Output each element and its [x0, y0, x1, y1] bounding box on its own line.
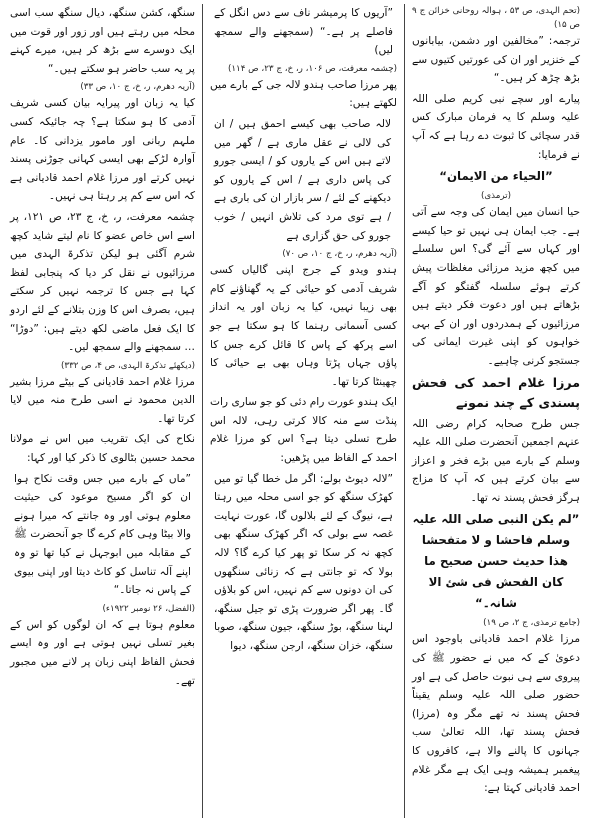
arabic-quote: ”الحیاء من الایمان“ — [439, 169, 553, 184]
paragraph: نکاح کی ایک تقریب میں اس نے مولانا محمد حسین بٹالوی کا ذکر کیا اور کہا: — [10, 433, 195, 465]
section-heading: مرزا غلام احمد کی فحش پسندی کے چند نمونے — [412, 374, 580, 410]
column-left — [3, 4, 202, 818]
citation: (ترمذی) — [480, 191, 511, 202]
paragraph: پھر مرزا صاحب ہندو لالہ جی کے بارے میں لکھتے ہیں: — [210, 78, 397, 110]
poem: لالہ صاحب بھی کیسے احمق ہیں / ان کی لالی نے عقل ماری ہے / گھر میں لاتے ہیں اس کے یاروں کو / ایسی جورو کی پاس داری ہے / اس کے یاروں کو دیکھنے کے لئے / سر بازار ان کی باری ہے / ہے توی مرد کی تلاش انہیں / خوب جورو کی حق گزاری ہے — [214, 117, 391, 242]
citation: (جامع ترمذی، ج ۲، ص ۱۹) — [483, 618, 580, 629]
arabic-hadith: ”لم یکن النبی صلی اللہ علیہ وسلم فاحشا و لا متفحشا ھذا حدیث حسن صحیح ما کان الفحش فی شئ الا شانہ۔“ — [412, 512, 580, 611]
paragraph: مرزا غلام احمد قادیانی باوجود اس دعویٰ کے کہ میں نے حضور ﷺ کی پیروی سے ہی نبوت حاصل کی ہے اور حضور صلی اللہ علیہ وسلم یقیناً فحش پسند نہ تھے مگر وہ (مرزا) فحش پسند تھا، اللہ تعالیٰ سب جہانوں کا پالنے والا ہے، کافروں کا پیغمبر ہمیشہ وہی ایک ہے مگر غلام احمد قادیانی کہتا ہے: — [412, 633, 580, 795]
column-right — [405, 4, 587, 818]
quote: ”لالہ دیوٹ بولے: اگر مل خطا گیا تو میں کھڑک سنگھ کو جو اسی محلہ میں رہتا ہے، نیوگ کے لئے بلالوں گا، عورت نہایت غصہ سے بولی کہ اگر کھڑک سنگھ بھی کچھ نہ کر سکا تو پھر کیا کرے گا؟ لالہ بولا کہ تو جانتی ہے کہ زنائی سنگھوں کی ان دونوں سے کم نہیں، اس کو بلاؤں گا۔ پھر اگر ضرورت پڑی تو جیل سنگھ، لہنا سنگھ، بوڑ سنگھ، جیون سنگھ، صوبا سنگھ، خزان سنگھ، ارجن سنگھ، دیوا — [214, 472, 393, 652]
citation: (چشمہ معرفت، ص ۱۰۶، ر، خ، ج ۲۳، ص ۱۱۴) — [228, 63, 397, 74]
column-middle — [202, 4, 405, 818]
quote: ”آریوں کا پرمیشر ناف سے دس انگل کے فاصلے پر ہے۔“ (سمجھنے والے سمجھ لیں) — [214, 7, 393, 57]
citation: (تحم الہدی، ص ۵۳ ، ہوالہ روحانی خزائن ج ۹ ص ۱۵) — [412, 6, 580, 30]
paragraph: جس طرح صحابہ کرام رضی اللہ عنہم اجمعین آنحضرت صلی اللہ علیہ وسلم کے بارے میں بڑے فخر و اعزاز سے بیان کرتے ہیں کہ آپ کا مزاج ہرگز فحش پسند نہ تھا۔ — [412, 417, 580, 504]
quote: ”ماں کے بارے میں جس وقت نکاح ہوا ان کو اگر مسیح موعود کی حیثیت معلوم ہوتی اور وہ جانتے کہ میرا ہونے والا بیٹا وہی کام کرے گا جو آنحضرت ﷺ کے مقابلہ میں ابوجہل نے کیا تھا تو وہ اپنے آلہ تناسل کو کاٹ دیتا اور اپنی بیوی کے پاس نہ جاتا۔“ — [14, 472, 191, 597]
citation: (دیکھئے تذکرۃ الہدی، ص ۴، ص ۳۳۲) — [61, 360, 195, 371]
citation: (آریہ دھرم، ر، خ، ج ۱۰، ص ۷۰) — [282, 249, 397, 260]
paragraph: ہندو ویدو کے جرج اپنی گالیاں کسی شریف آدمی کو حیائی کے یہ گھناؤنے کام بھی زیبا نہیں، کیا یہ زبان اور یہ انداز کسی آسمانی رہنما کا ہو سکتا ہے جو اسے پرکھ کے پاس کا قائل کرے جس کا پاؤں جہاں پڑتا وہاں بھی بے حیائی کا چھینٹا کرتا تھا۔ — [210, 264, 397, 388]
citation: (آریہ دھرم، ر، خ، ج ۱۰، ص ۳۳) — [80, 82, 195, 93]
paragraph: سنگھ، کشن سنگھ، دیال سنگھ سب اسی محلہ میں رہتے ہیں اور زور اور قوت میں ایک دوسرے سے بڑھ کر ہیں، میرے کہنے پر یہ سب حاضر ہو سکتے ہیں۔“ — [10, 7, 195, 75]
paragraph: مرزا غلام احمد قادیانی کے بیٹے مرزا بشیر الدین محمود نے اسی طرح منہ میں لایا کرتا تھا۔ — [10, 375, 195, 425]
paragraph: کیا یہ زبان اور پیرایہ بیان کسی شریف آدمی کا ہو سکتا ہے؟ چہ جائیکہ کسی ملہم ربانی اور مامور یزدانی کا۔ عام آوارہ لڑکے بھی ایسی کہانی جوڑنی پسند نہیں کرتے اور مرزا غلام احمد قادیانی ہے کہ اس سے کم پر رہتا ہی نہیں۔ — [10, 97, 195, 203]
citation: (الفضل، ۲۶ نومبر ۱۹۲۲ء) — [102, 603, 195, 614]
paragraph: معلوم ہوتا ہے کہ ان لوگوں کو اس کے بغیر تسلی نہیں ہوتی ہے اور وہ ایسے فحش الفاظ اپنی زبان پر لانے میں مجبور تھے۔ — [10, 618, 195, 687]
paragraph: چشمہ معرفت، ر، خ، ج ۲۳، ص ۱۲۱، پر اسے اس خاص عضو کا نام لیتے شاید کچھ شرم آگئی ہو لیکن تذکرۃ الہدی میں مرزائیوں نے نقل کر دیا کہ پنجابی لفظ کہا ہے جس کا ترجمہ نہیں کر سکتے ہیں، بصرف اس کا وزن بتلانے کے لئے اردو کا ایک فعل ماضی لکھ دیتے ہیں: ”دوڑا“ … سمجھنے والے سمجھ لیں۔ — [10, 210, 195, 354]
paragraph: ایک ہندو عورت رام دئی کو جو ساری رات پنڈت سے منہ کالا کرتی رہی، لالہ اس طرح تسلی دیتا ہے؟ اس کو مرزا غلام احمد کے الفاظ میں پڑھیں: — [210, 396, 397, 465]
paragraph: پیارے اور سچے نبی کریم صلی اللہ علیہ وسلم کا یہ فرمان مبارک کس قدر سچائی کا ثبوت دے رہا ہے کہ آپ نے فرمایا: — [412, 92, 580, 161]
columns — [3, 4, 587, 818]
paragraph: ترجمہ: ”مخالفین اور دشمن، بیابانوں کے خنزیر اور ان کی عورتیں کتیوں سے بڑھ چڑھ کر ہیں۔“ — [412, 35, 580, 85]
paragraph: حیا انسان میں ایمان کی وجہ سے آتی ہے۔ جب ایمان ہی نہیں تو حیا کیسے اور کہاں سے آئے گی؟ اس سلسلے میں کچھ مزید مرزائی مغلظات پیش کرتے ہوئے سلسلہ گفتگو کو آگے بڑھاتے ہیں اور دعوت فکر دیتے ہیں مرزائیوں کے ہمدردوں اور ان کے بہی خواہوں کو اپنی غیرت ایمانی کی جستجو کرنی چاہیے۔ — [412, 206, 580, 367]
